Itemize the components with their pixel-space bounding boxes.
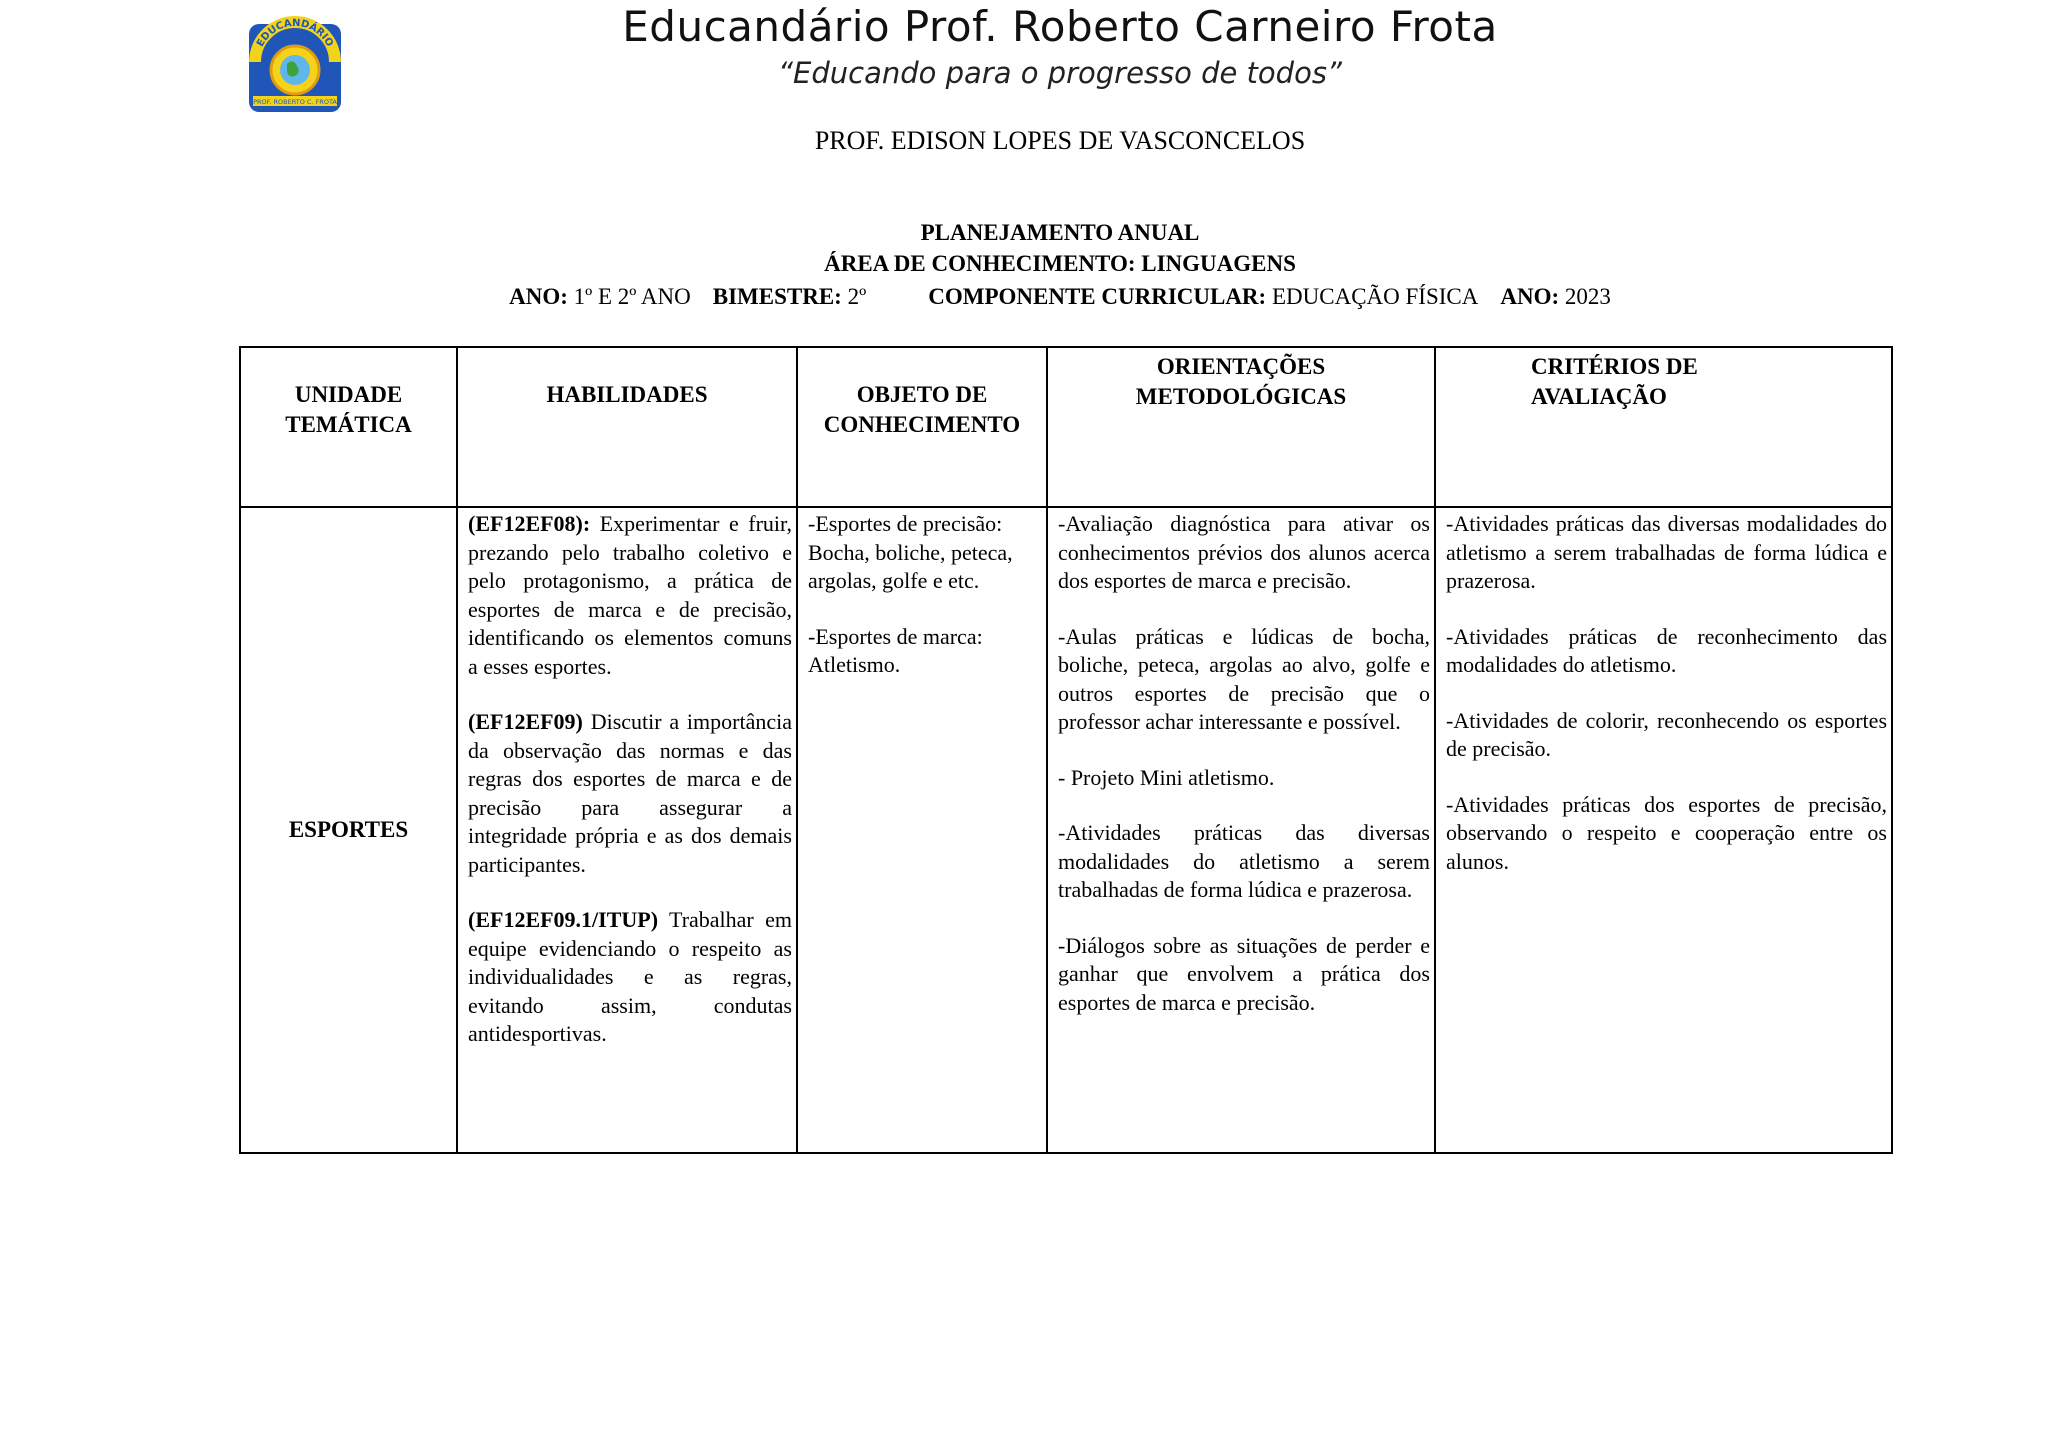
list-item: -Atividades de colorir, reconhecendo os esportes de precisão. [1446, 707, 1887, 761]
header-unidade: UNIDADE TEMÁTICA [240, 347, 457, 507]
bimestre-value: 2º [847, 284, 867, 309]
ano-value: 1º E 2º ANO [573, 284, 691, 309]
table-row [240, 507, 1892, 1153]
year-value: 2023 [1564, 284, 1611, 309]
svg-text:PROF. ROBERTO C. FROTA: PROF. ROBERTO C. FROTA [253, 98, 337, 106]
list-item: -Diálogos sobre as situações de perder e ganhar que envolvem a prática dos esportes de marca e precisão. [1058, 932, 1430, 1015]
bimestre-label: BIMESTRE: [712, 284, 842, 309]
componente-value: EDUCAÇÃO FÍSICA [1271, 284, 1479, 309]
school-name: Educandário Prof. Roberto Carneiro Frota [622, 2, 1498, 51]
header-objeto: OBJETO DE CONHECIMENTO [797, 347, 1047, 507]
header-habilidades: HABILIDADES [457, 347, 797, 507]
teacher-name: PROF. EDISON LOPES DE VASCONCELOS [814, 126, 1306, 155]
ano-label: ANO: [509, 284, 568, 309]
list-item: -Atividades práticas das diversas modalidades do atletismo a serem trabalhadas de forma lúdica e prazerosa. [1058, 820, 1430, 902]
skill-item: (EF12EF09.1/ITUP) Trabalhar em equipe evidenciando o respeito as individualidades e as regras, evitando assim, condutas antidesportivas. [468, 907, 792, 1046]
skill-item: (EF12EF09) Discutir a importância da observação das normas e das regras dos esportes de marca e de precisão para assegurar a integridade própria e as dos demais participantes. [468, 709, 792, 877]
planning-table [239, 346, 1893, 1154]
school-emblem-icon [245, 14, 345, 118]
cell-criterios [1435, 507, 1892, 1153]
skill-item: (EF12EF08): Experimentar e fruir, prezando pelo trabalho coletivo e pelo protagonismo, a prática de esportes de marca e de precisão, identificando os elementos comuns a esses esportes. [468, 511, 792, 679]
componente-label: COMPONENTE CURRICULAR: [928, 284, 1267, 309]
header-criterios: CRITÉRIOS DE AVALIAÇÃO [1435, 347, 1892, 507]
cell-objeto [797, 507, 1047, 1153]
list-item: -Atividades práticas das diversas modalidades do atletismo a serem trabalhadas de forma lúdica e prazerosa. [1446, 511, 1887, 593]
cell-orientacoes [1047, 507, 1435, 1153]
list-item: - Projeto Mini atletismo. [1058, 764, 1275, 790]
cell-habilidades [457, 507, 797, 1153]
cell-unidade: ESPORTES [240, 507, 457, 1153]
list-item: -Atividades práticas dos esportes de precisão, observando o respeito e cooperação entre os alunos. [1446, 791, 1887, 874]
knowledge-area: ÁREA DE CONHECIMENTO: LINGUAGENS [824, 251, 1296, 276]
plan-meta [240, 284, 1880, 310]
list-item: -Atividades práticas de reconhecimento das modalidades do atletismo. [1446, 623, 1887, 677]
list-item: -Aulas práticas e lúdicas de bocha, boliche, peteca, argolas ao alvo, golfe e outros esportes de precisão que o professor achar interessante e possível. [1058, 623, 1430, 734]
school-logo [245, 14, 345, 118]
list-item: -Esportes de marca: Atletismo. [808, 623, 983, 677]
header-orientacoes: ORIENTAÇÕES METODOLÓGICAS [1047, 347, 1435, 507]
list-item: -Esportes de precisão: Bocha, boliche, peteca, argolas, golfe e etc. [808, 511, 1013, 593]
list-item: -Avaliação diagnóstica para ativar os conhecimentos prévios dos alunos acerca dos esportes de marca e precisão. [1058, 511, 1430, 593]
plan-title: PLANEJAMENTO ANUAL [920, 220, 1200, 245]
table-header-row [240, 347, 1892, 507]
school-motto: “Educando para o progresso de todos” [778, 56, 1342, 90]
svg-text:EDUCANDÁRIO: EDUCANDÁRIO [255, 17, 335, 49]
year-label: ANO: [1500, 284, 1560, 309]
